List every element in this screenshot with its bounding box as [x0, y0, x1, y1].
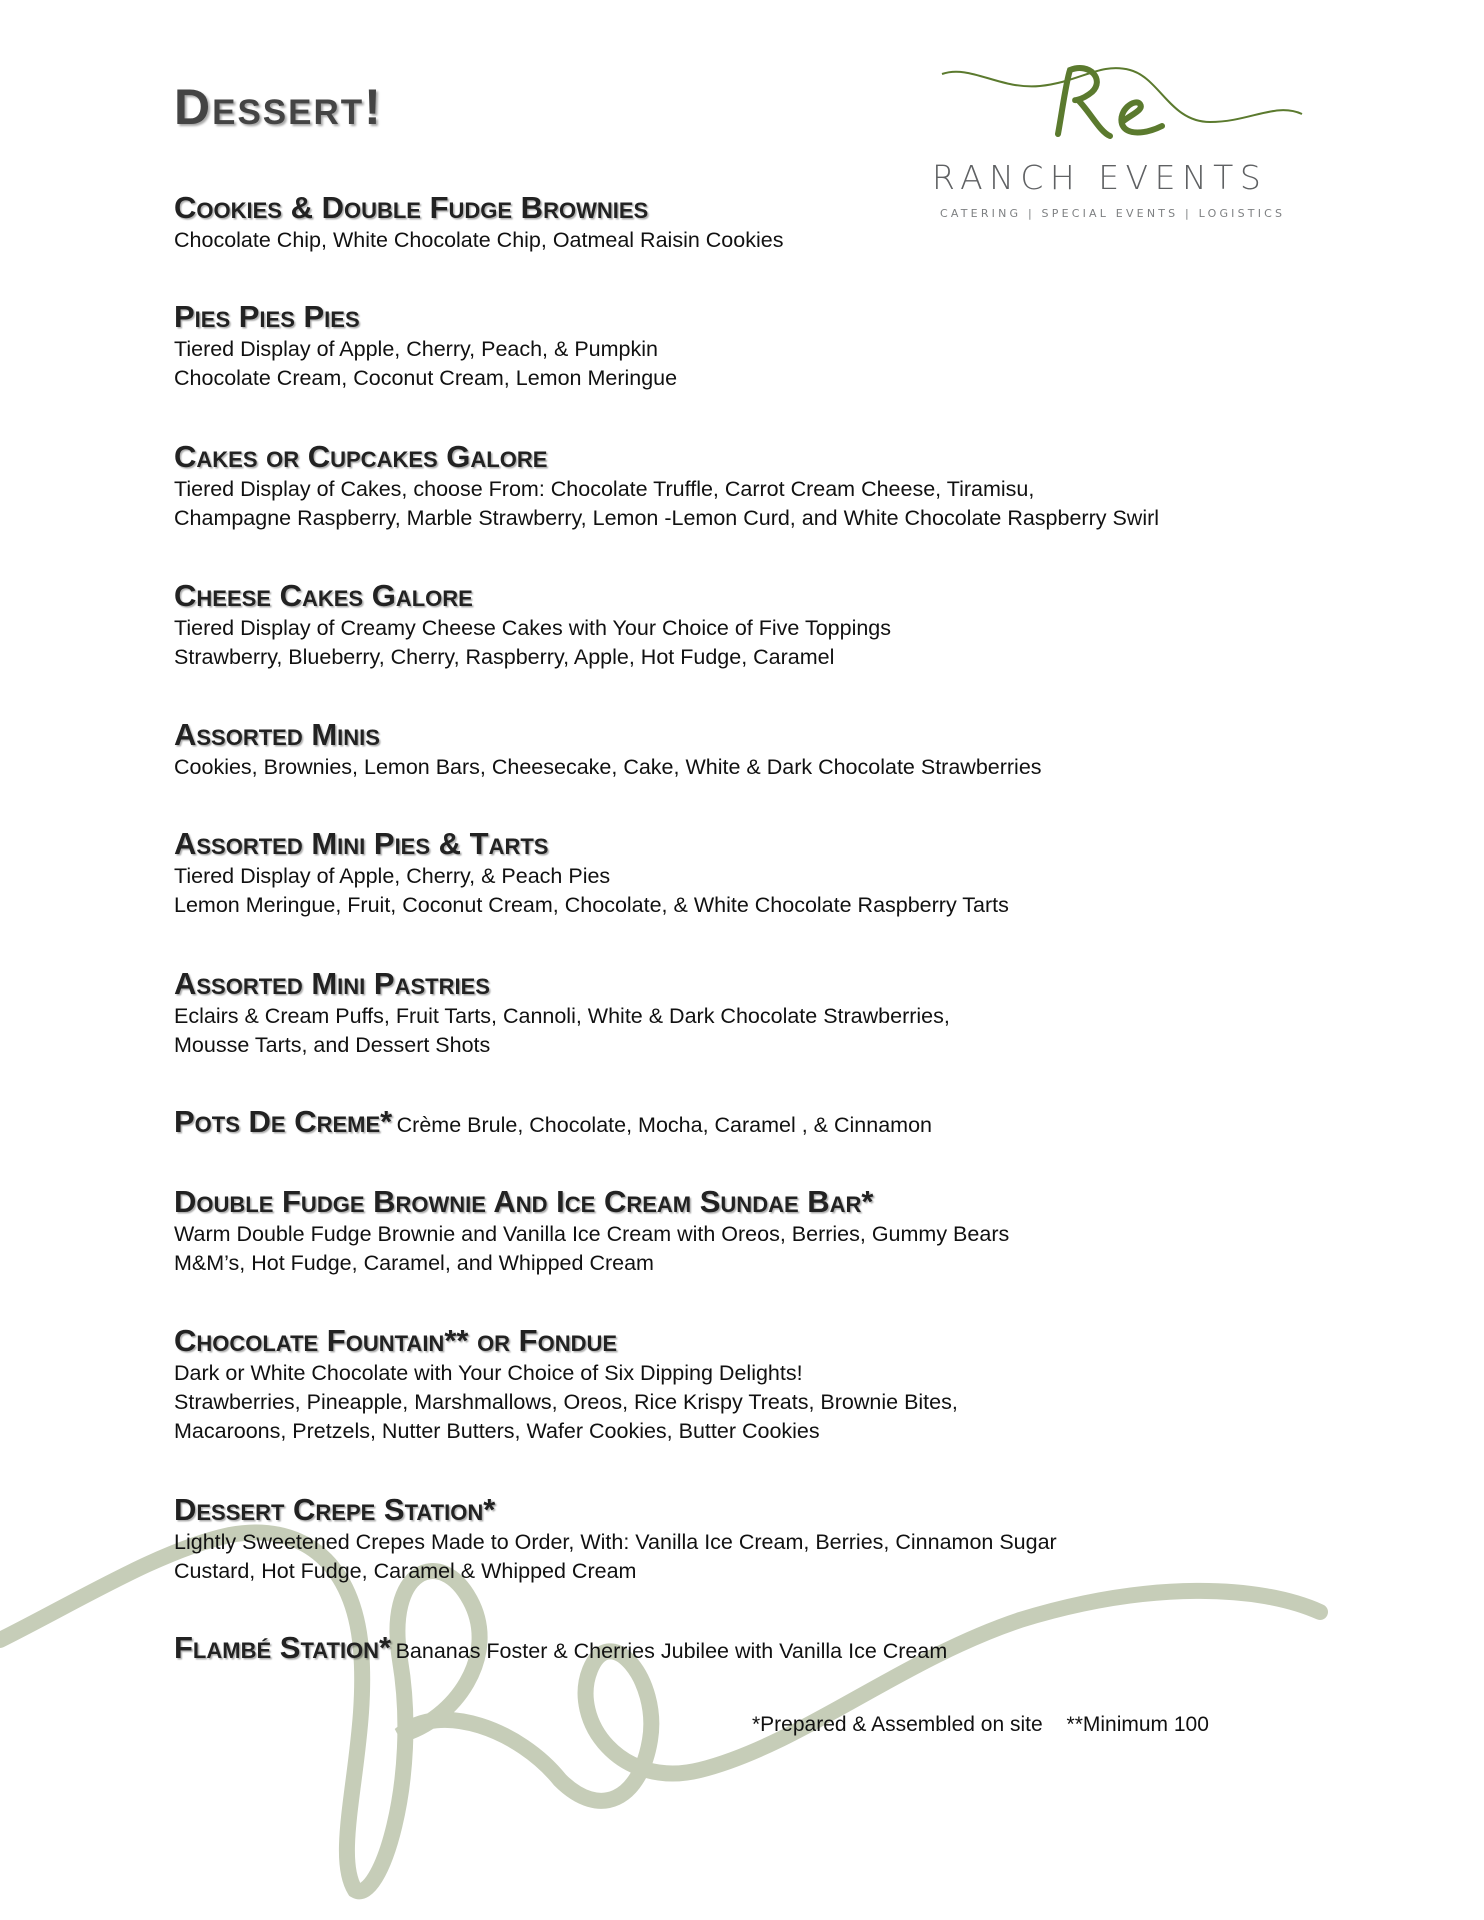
- section-line: Cookies, Brownies, Lemon Bars, Cheesecake, Cake, White & Dark Chocolate Strawberries: [174, 755, 1042, 779]
- re-monogram-logo: [930, 62, 1310, 152]
- section-line: Dark or White Chocolate with Your Choice of Six Dipping Delights!: [174, 1361, 803, 1385]
- section-heading: Pies Pies Pies: [174, 299, 360, 334]
- section-heading: Chocolate Fountain** or Fondue: [174, 1323, 618, 1358]
- section-heading: Assorted Minis: [174, 717, 380, 752]
- section-line: Crème Brule, Chocolate, Mocha, Caramel , & Cinnamon: [396, 1113, 932, 1137]
- section-heading: Dessert Crepe Station*: [174, 1492, 496, 1527]
- section-heading: Pots De Creme*: [174, 1104, 393, 1139]
- menu-section-mini-pastries: [174, 966, 1324, 1060]
- menu-section-cakes: [174, 439, 1324, 533]
- footnote-prepared: *Prepared & Assembled on site: [752, 1713, 1043, 1736]
- section-heading: Flambé Station*: [174, 1630, 392, 1665]
- page-title: Dessert!: [174, 79, 383, 135]
- section-line: Lemon Meringue, Fruit, Coconut Cream, Chocolate, & White Chocolate Raspberry Tarts: [174, 893, 1009, 917]
- section-line: Tiered Display of Creamy Cheese Cakes with Your Choice of Five Toppings: [174, 616, 892, 640]
- section-line: Tiered Display of Apple, Cherry, Peach, & Pumpkin: [174, 337, 658, 361]
- section-line: Chocolate Cream, Coconut Cream, Lemon Meringue: [174, 366, 678, 390]
- section-line: Strawberry, Blueberry, Cherry, Raspberry, Apple, Hot Fudge, Caramel: [174, 645, 835, 669]
- section-heading: Assorted Mini Pies & Tarts: [174, 826, 549, 861]
- menu-section-sundae-bar: [174, 1184, 1324, 1278]
- section-heading: Double Fudge Brownie And Ice Cream Sundae Bar*: [174, 1184, 874, 1219]
- section-line: Eclairs & Cream Puffs, Fruit Tarts, Cannoli, White & Dark Chocolate Strawberries,: [174, 1004, 950, 1028]
- section-line: Tiered Display of Cakes, choose From: Chocolate Truffle, Carrot Cream Cheese, Tiramisu,: [174, 477, 1035, 501]
- footnotes: [752, 1713, 1209, 1737]
- section-line: Warm Double Fudge Brownie and Vanilla Ice Cream with Oreos, Berries, Gummy Bears: [174, 1222, 1010, 1246]
- menu-section-assorted-minis: [174, 717, 1324, 782]
- menu-section-chocolate-fountain: [174, 1323, 1324, 1446]
- logo-name: RANCH EVENTS: [932, 158, 1268, 197]
- section-line: Champagne Raspberry, Marble Strawberry, Lemon -Lemon Curd, and White Chocolate Raspberry Swirl: [174, 506, 1160, 530]
- section-line: Chocolate Chip, White Chocolate Chip, Oatmeal Raisin Cookies: [174, 228, 784, 252]
- section-line: Bananas Foster & Cherries Jubilee with Vanilla Ice Cream: [395, 1639, 948, 1663]
- section-line: Strawberries, Pineapple, Marshmallows, Oreos, Rice Krispy Treats, Brownie Bites,: [174, 1390, 958, 1414]
- menu-section-flambe-station: [174, 1630, 1324, 1666]
- menu-section-pies: [174, 299, 1324, 393]
- section-heading: Assorted Mini Pastries: [174, 966, 490, 1001]
- logo-tagline: CATERING | SPECIAL EVENTS | LOGISTICS: [940, 207, 1286, 220]
- menu-section-pots-de-creme: [174, 1104, 1324, 1140]
- section-heading: Cakes or Cupcakes Galore: [174, 439, 548, 474]
- section-line: Mousse Tarts, and Dessert Shots: [174, 1033, 491, 1057]
- section-heading: Cheese Cakes Galore: [174, 578, 473, 613]
- section-line: Tiered Display of Apple, Cherry, & Peach Pies: [174, 864, 611, 888]
- section-line: Custard, Hot Fudge, Caramel & Whipped Cream: [174, 1559, 637, 1583]
- footnote-minimum: **Minimum 100: [1066, 1713, 1209, 1736]
- section-heading: Cookies & Double Fudge Brownies: [174, 190, 649, 225]
- ranch-events-logo: [930, 62, 1310, 232]
- menu-section-mini-pies-tarts: [174, 826, 1324, 920]
- menu-section-cheese-cakes: [174, 578, 1324, 672]
- section-line: Macaroons, Pretzels, Nutter Butters, Wafer Cookies, Butter Cookies: [174, 1419, 820, 1443]
- section-line: Lightly Sweetened Crepes Made to Order, With: Vanilla Ice Cream, Berries, Cinnamon Sugar: [174, 1530, 1057, 1554]
- section-line: M&M’s, Hot Fudge, Caramel, and Whipped Cream: [174, 1251, 654, 1275]
- menu-section-crepe-station: [174, 1492, 1324, 1586]
